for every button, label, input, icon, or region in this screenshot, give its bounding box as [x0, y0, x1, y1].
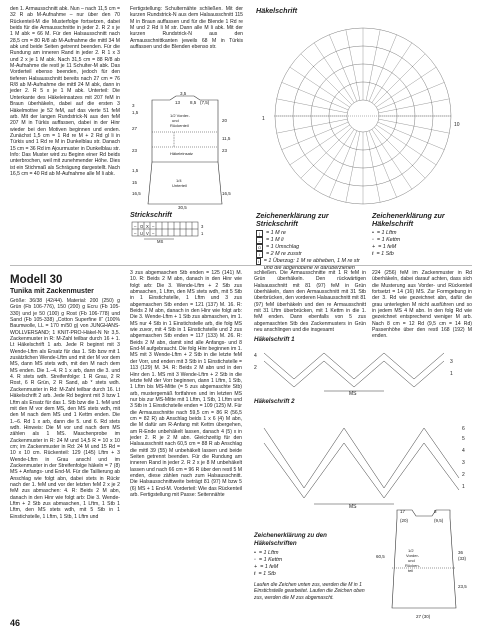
text-column-d: [372, 270, 472, 338]
svg-text:27 (30): 27 (30): [416, 614, 431, 619]
ms-label: MS: [349, 391, 357, 397]
chart-spoke: [314, 43, 354, 103]
zeichen-strick-heading: Zeichenerklärung zur Strickschrift: [256, 211, 329, 228]
svg-text:(33): (33): [458, 556, 467, 561]
dim-label: Rückenteil: [170, 123, 189, 128]
chart-spoke: [301, 127, 352, 178]
legend-item: ◦ = 1 Kettm: [254, 557, 283, 563]
symbol-yarnover-icon: O: [257, 245, 262, 250]
zeichen-haekel2-heading: Zeichenerklärung zu den Häkelschriften: [254, 532, 327, 547]
chart-spoke: [277, 99, 348, 113]
dim-label: 11,5: [222, 136, 231, 141]
chart-spoke: [378, 122, 445, 150]
chart-spoke: [282, 122, 349, 150]
page-number: 46: [10, 618, 21, 628]
chart-spoke: [369, 131, 397, 198]
body-text: Fertigstellung: Schulternähte schließen. Mit der kurzen Rundstrick-N aus dem Halsausschnitt 115 M in Braun auffassen und für die Blende 1 Rd re M und 2 Rd li M str. Dann alle M li abk. Mit der kurzen Rundstrick-N aus den Armausschnittkanten jeweils 68 M in Türkis auffassen und die Blenden ebenso str.: [130, 6, 243, 51]
chain-icon: •: [372, 230, 374, 236]
model-subtitle: Tunika mit Zackenmuster: [10, 288, 94, 295]
svg-text:U: U: [140, 231, 144, 236]
svg-text:X: X: [146, 224, 149, 229]
svg-text:Rücken-: Rücken-: [405, 563, 420, 568]
svg-text:–: –: [134, 224, 137, 229]
chart-spoke: [290, 67, 350, 107]
haekelschrift-chart: [254, 16, 472, 208]
dim-label: 1/2 Vorder-: [170, 113, 190, 118]
legend-item: \ = 1 Überzug: 1 M re abheben, 1 M re str und die abgehobene M darüberziehen: [257, 258, 360, 271]
chart-spoke: [372, 43, 412, 103]
svg-text:17: 17: [400, 509, 406, 514]
text-column-c: [254, 270, 366, 334]
legend-item: O = 1 Umschlag: [257, 244, 300, 250]
svg-text:60,5: 60,5: [376, 554, 385, 559]
legend-haekel: [372, 230, 472, 258]
dim-label: 23: [222, 148, 228, 153]
chart-spoke: [314, 129, 354, 189]
chart-spoke: [372, 129, 412, 189]
chart-spoke: [378, 82, 445, 110]
chart-spoke: [369, 35, 397, 102]
svg-text:3: 3: [462, 460, 465, 466]
symbol-purl-icon: –: [256, 237, 263, 244]
svg-text:36: 36: [458, 550, 464, 555]
dim-label: 3,5: [180, 91, 187, 96]
legend-item: – = 1 M li: [256, 237, 368, 244]
svg-text:1: 1: [201, 231, 204, 236]
svg-text:–: –: [152, 224, 155, 229]
haekelschrift1-heading: Häkelschrift 1: [254, 336, 295, 343]
double-crochet-icon: ŧ: [372, 251, 374, 257]
chart-spoke: [301, 54, 352, 105]
chart-spoke: [277, 119, 348, 133]
chart-spoke: [379, 119, 450, 133]
chart-spoke: [329, 131, 357, 198]
zeichen-haekel-heading: Zeichenerklärung zur Häkelschrift: [372, 211, 445, 228]
chart-spoke: [346, 30, 360, 101]
row-number: 1: [262, 116, 265, 122]
legend-item: • = 1 Lftm: [254, 550, 279, 556]
model-title: Modell 30: [10, 274, 63, 286]
svg-text:(20): (20): [400, 518, 409, 523]
legend-haekel2: [254, 550, 354, 578]
svg-text:teil: teil: [408, 568, 414, 573]
svg-text:Vorder-: Vorder-: [406, 553, 420, 558]
double-crochet-icon: ŧ: [254, 571, 256, 577]
dim-label: 27: [132, 126, 138, 131]
symbol-k2tog-icon: /: [256, 251, 263, 258]
svg-text:1: 1: [450, 371, 453, 377]
svg-text:V: V: [146, 231, 149, 236]
ms-label: MS: [157, 239, 164, 244]
dim-label: 13: [175, 100, 181, 105]
dim-label: 23: [132, 148, 138, 153]
dim-label: 1,5: [132, 168, 139, 173]
svg-text:23,5: 23,5: [458, 584, 467, 589]
chart-spoke: [282, 82, 349, 110]
haekelschrift1-chart: [254, 345, 472, 395]
top-text-column-2: [130, 6, 243, 86]
dim-label: 1/4: [176, 178, 182, 183]
chart-spoke: [376, 125, 436, 165]
row-number: 10: [454, 122, 460, 128]
dim-label: 30,5: [178, 205, 187, 210]
top-schematic: [130, 92, 242, 210]
note-bottom: Laufen die Zeichen unten zus, werden die M in 1 Einstichstelle gearbeitet. Laufen die Zeichen oben zus, werden die M zus abgemascht.: [254, 582, 365, 601]
dim-label: Häkeleinsatz: [170, 151, 193, 156]
legend-item: ŧ = 1 Stb: [372, 251, 394, 257]
strickschrift-heading: Strickschrift: [130, 210, 172, 219]
dim-label: 3: [132, 103, 135, 108]
top-text-column-1: [10, 6, 120, 260]
svg-text:–: –: [134, 231, 137, 236]
legend-item: | = 1 M re: [256, 230, 368, 237]
legend-item: ŧ = 1 Stb: [254, 571, 276, 577]
body-text: schließen. Die Armausschnitte mit 1 R feM in Grün überhäkeln. Den rückwärtigen Halsausschnitt mit 81 (97) feM in Grün überhäkeln, dann den Armausschnitt mit 31 Stb überbrücken, den vorderen Halsausschnitt mit 81 (97) feM überhäkeln und den re Armausschnitt mit 31 Lftm überbrücken, mit 1 Kettm in die 1. feM enden. Dann ebenfalls von 5 zus abgemaschten Stb des Zackenmusters in Grün neu anschlingen und die insgesamt: [254, 270, 366, 334]
legend-item: / = 2 M re zusstr: [256, 251, 368, 258]
svg-text:2: 2: [254, 365, 257, 371]
dim-label: 16,5: [132, 191, 141, 196]
dim-label: 15: [132, 180, 138, 185]
chart-spoke: [329, 35, 357, 102]
body-text: den 1. Armausschnitt abk. Nun – nach 11,5 cm = 32 R ab M-Aufnahme – nur über den 70 Rückenteil-M die Musterfolge fortsetzen, dabei beids für die Armausschnitte in jeder 2. R 2 x je 1 M abk = 66 M. Für den Halsausschnitt nach 28,5 cm = 80 R/8 ab M-Aufnahme die mittl 34 M abk und beide Seiten getrennt beenden. Für die Rundung am inneren Rand in jeder 2. R 1 x 3 und 2 x je 1 M abk. Nach 31,5 cm = 88 R/8 ab M-Aufnahme die restl je 11 Schulter-M abk. Das Vorderteil ebenso beenden, jedoch für den tieferen Halsausschnitt bereits nach 27 cm = 76 R/8 ab M-Aufnahme die mittl 24 M abk, dann in jeder 2. R 5 x je 1 M abk. Unterteil: Die Unterkante des Häkeleinsatzes mit 207 feM in Braun überhäkeln, dabei auf die ersten 3 Häkelmotive je 52 feM, auf das vierte 51 feM arb. Mit der langen Rundstrick-N aus den feM 207 M in Türkis auffassen, dabei in der Hinr wieder bei den Motiven beginnen und enden. Zunächst 1,5 cm = 1 Rd re M + 2 Rd gl li in Türkis und 1 Rd re M in Dunkelblau str. Danach 15 cm = 36 Rd im Ajourmuster in Dunkelblau str. Info: Das Muster wird zu Beginn einer Rd beids unterbrochen, weil mit zunehmender Höhe. Dies ist ein Stichmaß als Schrägung dargestellt. Nach 16,5 cm = 40 Rd ab M-Aufnahme alle M li abk.: [10, 6, 120, 177]
dim-label: 1,5: [132, 110, 139, 115]
text-column-b: [130, 270, 242, 610]
legend-item: + = 1 feM: [372, 244, 397, 250]
body-text: 3 zus abgemaschen Stb enden = 125 (141) M. 10. R: Beids 2 M abn, danach in den Hinr wie folgt arb: Die 3. Wende-Lftm + 2 Stb zus abmaschen, 1 Lftm, den MS stets wdh, mit 5 Stb in 1 Einstichstelle, 1 Lftm und 3 zus abgemaschen Stb enden = 121 (137) M. 16. R: Beids 2 M abn, danach in den Hinr wie folgt arb: Die 3. Wende-Lftm + 1 Stb zus abmaschen, im 1. MS nur 4 Stb in 1 Einstichstelle arb, die folg MS wie zuvor, mit 4 Stb in 1 Einstichstelle und 2 zus abgemaschen Stb enden = 117 (133) M. 26. R: Beids 2 M abn, damit sind alle Anfangs- und 8 End-M aufgebraucht. Die folg Hinr beginnen im 1. MS mit 3 Wende-Lftm + 2 Stb in die letzte feM der Vorr, und enden mit 3 Stb in 1 Einstichstelle = 113 (129) M. 34. R: Beids 2 M abn und in den Hinr den 1. MS mit 3 Wende-Lftm + 2 Stb in die letzte feM der Vorr beginnen, dann 1 Lftm, 1 Stb, 1 Lftm bis MS-Mitte (= 5 zus abgemaschte Stb) arb, mustergemäß fortfahren und im letzten MS nur bis zur MS-Mitte mit 1 Lftm, 1 Stb, 1 Lftm und 3 Stb in 1 Einstichstelle enden = 109 (125) M. Für die Armausschnitte nach 59,5 cm = 86 R (56,5 cm = 82 R) ab Anschlag beids 1 x 6 (4) M abn, die M dafür am R-Anfang mit Kettm übergehen, am R-Ende unbehäkelt lassen, danach 4 (5) x in jeder 2. R je 2 M abn. Gleichzeitig für den Halsausschnitt nach 60,5 cm = 88 R ab Anschlag die mittl 39 (55) M unbehäkelt lassen und beide Seiten getrennt beenden. Für die Rundung am inneren Rand in jeder 2. R 2 x je 8 M unbehäkelt lassen und nach 66 cm = 96 R über den restl 5 M enden, diese zählen nach zum Halsausschnitt. Die Halsausschnittweite beträgt 81 (97) M bzw 5 (6) MS + 1 End-M. Vorderteil: Wie das Rückenteil arb. Fertigstellung mit Passe: Seitennähte: [130, 270, 242, 499]
dim-label: 20: [222, 118, 228, 123]
svg-text:4: 4: [254, 353, 257, 359]
svg-text:1: 1: [462, 484, 465, 490]
section-divider: [10, 265, 472, 266]
symbol-knit-icon: |: [256, 230, 263, 237]
ms-label: MS: [349, 504, 357, 510]
dim-label: 16,5: [222, 191, 231, 196]
single-crochet-icon: +: [372, 244, 376, 250]
dim-label: Unterteil: [172, 183, 187, 188]
dim-label: (7,5): [200, 100, 210, 105]
haekelschrift2-chart: [254, 408, 472, 508]
legend-item: + = 1 feM: [254, 564, 279, 570]
legend-item: • = 1 Lftm: [372, 230, 397, 236]
svg-text:2: 2: [462, 472, 465, 478]
svg-text:–: –: [152, 231, 155, 236]
dim-label: 8,5: [190, 100, 197, 105]
chart-spoke: [346, 132, 360, 203]
chart-spoke: [374, 127, 425, 178]
strickschrift-chart: [130, 220, 210, 244]
svg-text:3: 3: [201, 224, 204, 229]
chart-spoke: [374, 54, 425, 105]
body-text: 224 (256) feM im Zackenmuster in Rd überhäkeln, dabei darauf achten, dass sich die Musterung aus Vorder- und Rückenteil fortsetzt = 14 (16) MS. Zur Formgebung in der 3. Rd wie gezeichnet abn, dafür die grau unterlegten M nicht ausführen und so in jedem MS 4 M abn. In den folg Rd wie gezeichnet entsprechend weniger M arb. Nach 8 cm = 12 Rd (9,5 cm = 14 Rd) Passenhöhe über den restl 168 (192) M enden.: [372, 270, 472, 340]
svg-text:3: 3: [450, 359, 453, 365]
symbol-ssk-icon: \: [257, 259, 259, 264]
legend-item: ◦ = 1 Kettm: [372, 237, 401, 243]
slip-stitch-icon: ◦: [254, 557, 256, 563]
svg-text:8: 8: [434, 509, 437, 514]
svg-text:1/2: 1/2: [408, 548, 414, 553]
dim-label: und: [172, 118, 179, 123]
single-crochet-icon: +: [254, 564, 258, 570]
chart-spoke: [290, 125, 350, 165]
chart-spoke: [379, 99, 450, 113]
body-text: Größe: 36/38 (42/44). Material: 200 (250) g Grün (Fb 106-776), 150 (200) g Ecru (Fb 105-330) und je 50 (100) g Rost (Fb 106-778) und Sand (Fb 105-338) „Cotton Superfine II“ (100% Baumwolle, LL = 170 m/50 g) von JUNGHANS-WOLLVERSAND; 1 KNIT-PRO-Häkel-N Nr 3,5. Zackenmuster in R: M-Zahl teilbar durch 16 + 1. Lt Häkelschrift 1 arb. Jede R beginnt mit 3 Wende-Lftm als Ersatz für das 1. Stb bzw mit 1 zusätzlichen Wende-Lftm und mit der M vor dem MS, dann MS stets wdh, mit den M nach dem MS enden. Die 1.–4. R 1 x arb, dann die 3. und 4. R stets wdh. Streifenfolge: 1 R Grau, 2 R Rost, 6 R Grün, 2 R Sand, ab * stets wdh. Zackenmuster in Rd: M-Zahl teilbar durch 16. Lt Häkelschrift 2 arb. Jede Rd beginnt mit 3 bzw 1 Lftm als Ersatz für das 1. Stb bzw die 1. feM und mit den M vor dem MS, den MS stets wdh, mit den M nach dem MS und 1 Kettm enden. Die 1.–6. Rd 1 x arb, dann die 5. und 6. Rd stets wdh. Hinweis: Die M vor und nach dem MS zählen als 1 MS. Maschenprobe im Zackenmuster in R: 24 M und 14,5 R = 10 x 10 cm; im Zackenmuster in Rd: 24 M und 15 Rd = 10 x 10 cm. Rückenteil: 129 (145) Lftm + 3 Wende-Lftm in Grau anschl und im Zackenmuster in der Streifenfolge häkeln = 7 (8) MS + Anfangs- und End-M. Für die Taillierung ab Anschlag wie folgt abn, dabei stets in Rückr nach der 1. feM und vor der letzten feM 2 x je 2 feM zus abmaschen: 4. R: Beids 2 M abn, danach in den Hinr wie folgt arb: Die 3. Wende-Lftm + 2 Stb zus abmaschen, 1 Lftm, 1 Stb 1 Lftm, den MS stets wdh, mit 5 Stb in 1 Einstichstelle, 1 Lftm, 1 Stb, 1 Lftm und: [10, 298, 120, 520]
text-column-a: [10, 298, 120, 608]
svg-text:und: und: [408, 558, 415, 563]
chart-spoke: [366, 132, 380, 203]
slip-stitch-icon: ◦: [372, 237, 374, 243]
svg-text:(9,5): (9,5): [434, 518, 444, 523]
chart-spoke: [376, 67, 436, 107]
chain-icon: •: [254, 550, 256, 556]
haekelschrift-heading: Häkelschrift: [256, 6, 298, 15]
svg-text:O: O: [140, 224, 144, 229]
svg-text:5: 5: [462, 436, 465, 442]
haekelschrift2-heading: Häkelschrift 2: [254, 398, 295, 405]
svg-text:6: 6: [462, 426, 465, 432]
chart-spoke: [366, 30, 380, 101]
bottom-schematic: [372, 508, 472, 628]
svg-text:4: 4: [462, 448, 465, 454]
